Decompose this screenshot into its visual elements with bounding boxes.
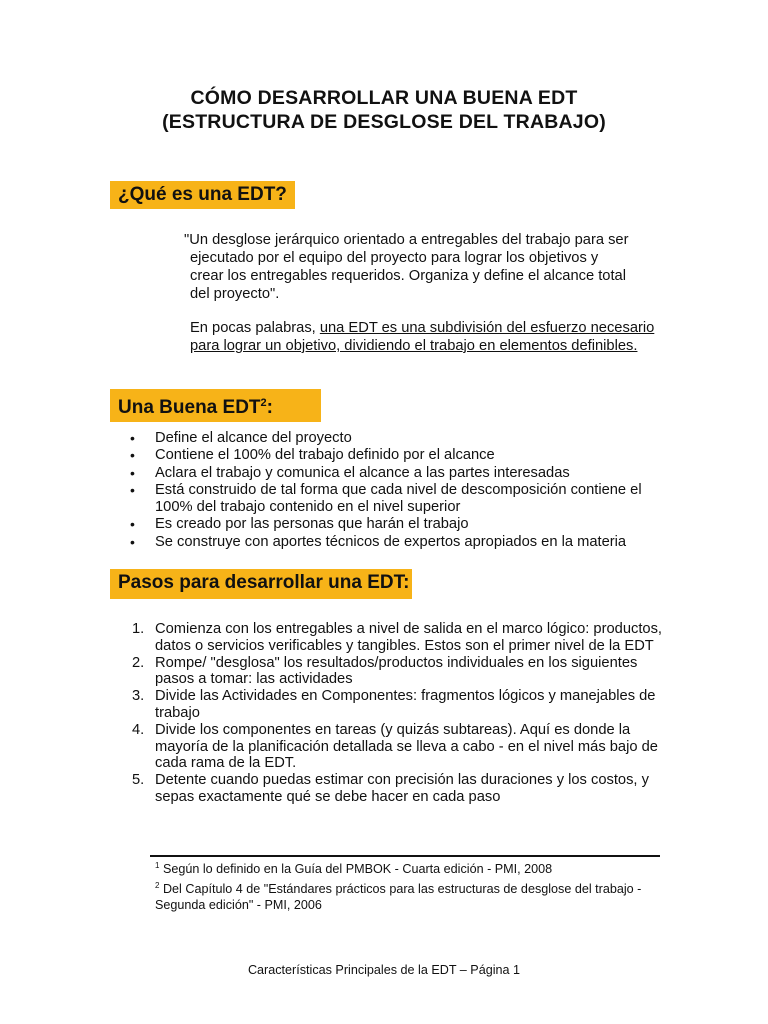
section-heading-buena-edt (110, 389, 321, 422)
heading-text: Una Buena EDT (118, 397, 261, 418)
step-number: 4. (132, 721, 145, 738)
title-line-1: CÓMO DESARROLLAR UNA BUENA EDT (190, 87, 578, 109)
footnote-mark: 1 (155, 861, 160, 870)
step-number: 1. (132, 621, 145, 637)
bullet-icon: • (130, 447, 135, 464)
footnote-text: Del Capítulo 4 de "Estándares prácticos para las estructuras de desglose del trabajo - Segunda edición" - PMI, 2006 (155, 881, 642, 912)
list-item-text: Define el alcance del proyecto (155, 430, 352, 446)
section-heading-que-es: ¿Qué es una EDT? (110, 181, 295, 209)
step-number: 3. (132, 688, 145, 705)
footnote (155, 878, 675, 914)
quote-line: "Un desglose jerárquico orientado a entregables del trabajo para ser (184, 232, 629, 248)
step-text: Divide las Actividades en Componentes: fragmentos lógicos y manejables de trabajo (155, 688, 656, 721)
summary-prefix: En pocas palabras, (190, 320, 320, 336)
bullet-icon: • (130, 533, 135, 550)
bullet-icon: • (130, 481, 135, 498)
list-item-text: Aclara el trabajo y comunica el alcance a las partes interesadas (155, 464, 570, 481)
step-number: 5. (132, 772, 145, 789)
title-line-2: (ESTRUCTURA DE DESGLOSE DEL TRABAJO) (162, 111, 606, 133)
heading-suffix: : (266, 397, 273, 418)
list-item-text: Contiene el 100% del trabajo definido por el alcance (155, 447, 495, 464)
footnote-ref: 2 (260, 397, 267, 409)
list-item (130, 465, 670, 482)
step-text: Comienza con los entregables a nivel de salida en el marco lógico: productos, datos o servicios verificables y tangibles. Estos son el primer nivel de la EDT (155, 621, 663, 654)
definition-quote (184, 231, 664, 303)
bullet-icon: • (130, 464, 135, 481)
list-item (130, 482, 670, 517)
step-text: Rompe/ "desglosa" los resultados/productos individuales en los siguientes pasos a tomar: las actividades (155, 654, 638, 688)
summary-paragraph (190, 319, 660, 355)
list-item (130, 447, 670, 464)
steps-list (130, 621, 670, 806)
step-item (130, 772, 670, 806)
summary-underlined: una EDT es una subdivisión del esfuerzo necesario para lograr un objetivo, dividiendo el trabajo en elementos definibles. (190, 320, 655, 354)
list-item-text: Se construye con aportes técnicos de expertos apropiados en la materia (155, 533, 627, 550)
step-item (130, 655, 670, 689)
list-item (130, 534, 670, 551)
bullet-list (130, 430, 670, 551)
quote-line: crear los entregables requeridos. Organiza y define el alcance total (190, 268, 626, 284)
document-title (0, 86, 768, 134)
step-text: Divide los componentes en tareas (y quizás subtareas). Aquí es donde la mayoría de la planificación detallada se lleva a cabo - en el nivel más bajo de cada rama de la EDT. (155, 721, 658, 772)
footnote (155, 858, 675, 878)
list-item-text: Está construido de tal forma que cada nivel de descomposición contiene el 100% del trabajo contenido en el nivel superior (155, 481, 642, 516)
section-heading-pasos: Pasos para desarrollar una EDT: (110, 569, 412, 599)
quote-line: del proyecto". (190, 286, 280, 302)
footnote-text: Según lo definido en la Guía del PMBOK - Cuarta edición - PMI, 2008 (162, 862, 553, 876)
step-text: Detente cuando puedas estimar con precisión las duraciones y los costos, y sepas exactamente qué se debe hacer en cada paso (155, 772, 649, 805)
step-number: 2. (132, 654, 145, 671)
bullet-icon: • (130, 516, 135, 533)
footnote-divider (150, 855, 660, 857)
footnotes (155, 858, 675, 914)
step-item (130, 688, 670, 722)
bullet-icon: • (130, 430, 135, 446)
page-footer: Características Principales de la EDT – Página 1 (247, 963, 521, 977)
footnote-mark: 2 (155, 880, 160, 890)
step-item (130, 722, 670, 772)
list-item (130, 516, 670, 533)
list-item-text: Es creado por las personas que harán el trabajo (155, 516, 469, 533)
quote-line: ejecutado por el equipo del proyecto para lograr los objetivos y (190, 250, 599, 266)
list-item (130, 430, 670, 447)
step-item (130, 621, 670, 655)
